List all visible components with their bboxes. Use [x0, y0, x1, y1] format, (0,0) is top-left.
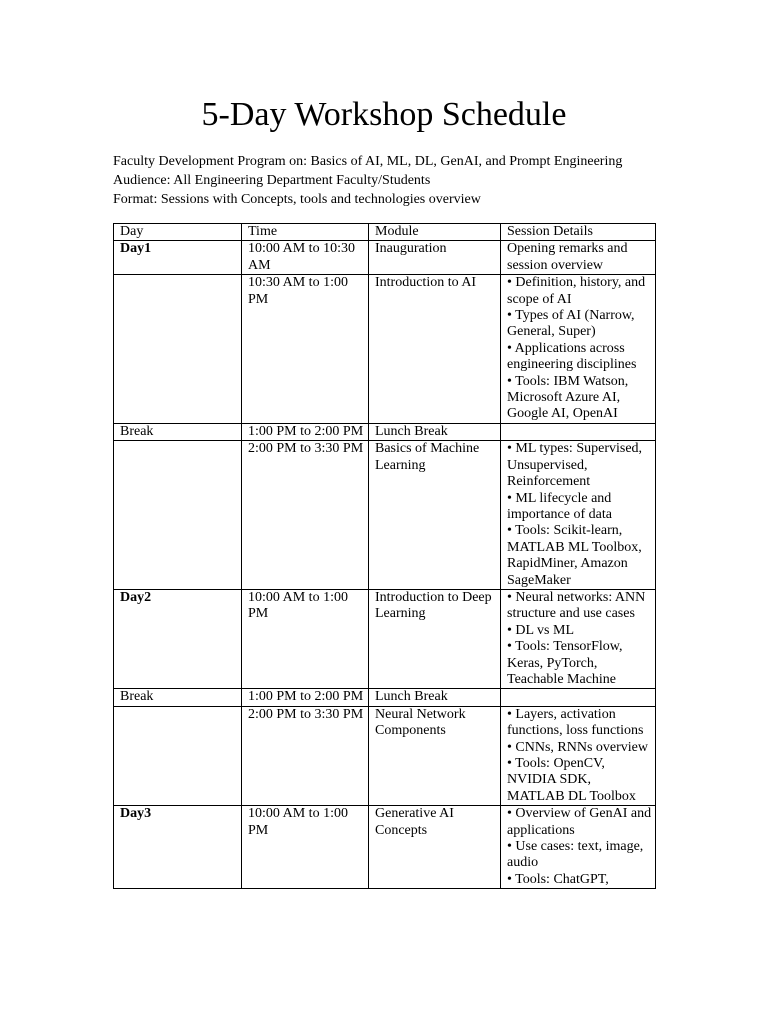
- cell-day: Break: [114, 423, 242, 440]
- session-detail-item: • DL vs ML: [507, 622, 574, 638]
- table-row: [114, 806, 656, 889]
- session-detail-item: • Neural networks: ANN structure and use cases: [507, 589, 646, 622]
- cell-time: 10:30 AM to 1:00 PM: [242, 275, 369, 424]
- cell-time: 10:00 AM to 10:30 AM: [242, 241, 369, 275]
- program-line: Faculty Development Program on: Basics of AI, ML, DL, GenAI, and Prompt Engineering: [113, 154, 623, 169]
- cell-time: 10:00 AM to 1:00 PM: [242, 806, 369, 889]
- session-detail-item: • Definition, history, and scope of AI: [507, 275, 646, 307]
- session-detail-item: • Tools: OpenCV, NVIDIA SDK, MATLAB DL Toolbox: [507, 756, 636, 804]
- table-row: [114, 689, 656, 706]
- cell-session-details: [501, 806, 656, 889]
- cell-session-details: [501, 241, 656, 275]
- format-line: Format: Sessions with Concepts, tools and technologies overview: [113, 192, 481, 207]
- cell-time: 1:00 PM to 2:00 PM: [242, 689, 369, 706]
- session-detail-item: • Tools: TensorFlow, Keras, PyTorch, Teachable Machine: [507, 639, 623, 687]
- header-module: Module: [369, 224, 501, 241]
- session-detail-item: • ML lifecycle and importance of data: [507, 490, 612, 522]
- program-meta: [113, 152, 673, 209]
- cell-time: 2:00 PM to 3:30 PM: [242, 706, 369, 805]
- session-detail-item: Opening remarks and session overview: [507, 241, 628, 273]
- cell-module: Lunch Break: [369, 423, 501, 440]
- cell-time: 2:00 PM to 3:30 PM: [242, 441, 369, 590]
- cell-session-details: [501, 275, 656, 424]
- session-detail-item: • CNNs, RNNs overview: [507, 739, 649, 755]
- session-detail-item: • ML types: Supervised, Unsupervised, Reinforcement: [507, 441, 643, 490]
- cell-session-details: [501, 706, 656, 805]
- cell-module: Inauguration: [369, 241, 501, 275]
- session-detail-item: • Tools: ChatGPT,: [507, 871, 609, 887]
- cell-module: Introduction to AI: [369, 275, 501, 424]
- table-row: [114, 589, 656, 688]
- session-detail-item: • Applications across engineering disciplines: [507, 340, 637, 373]
- cell-session-details: [501, 423, 656, 440]
- table-row: [114, 441, 656, 590]
- table-row: [114, 706, 656, 805]
- table-row: [114, 423, 656, 440]
- cell-day: Day2: [114, 589, 242, 688]
- cell-module: Introduction to Deep Learning: [369, 589, 501, 688]
- cell-session-details: [501, 689, 656, 706]
- cell-session-details: [501, 589, 656, 688]
- cell-day: [114, 706, 242, 805]
- cell-session-details: [501, 441, 656, 590]
- session-detail-item: • Types of AI (Narrow, General, Super): [507, 308, 635, 340]
- session-detail-item: • Layers, activation functions, loss functions: [507, 706, 644, 739]
- cell-day: [114, 441, 242, 590]
- header-session-details: Session Details: [501, 224, 656, 241]
- cell-module: Basics of Machine Learning: [369, 441, 501, 590]
- table-header-row: [114, 224, 656, 241]
- session-detail-item: • Use cases: text, image, audio: [507, 839, 644, 871]
- cell-module: Lunch Break: [369, 689, 501, 706]
- audience-line: Audience: All Engineering Department Faculty/Students: [113, 173, 431, 188]
- cell-day: [114, 275, 242, 424]
- cell-time: 10:00 AM to 1:00 PM: [242, 589, 369, 688]
- cell-time: 1:00 PM to 2:00 PM: [242, 423, 369, 440]
- cell-day: Day1: [114, 241, 242, 275]
- table-row: [114, 275, 656, 424]
- cell-day: Break: [114, 689, 242, 706]
- session-detail-item: • Tools: Scikit-learn, MATLAB ML Toolbox, RapidMiner, Amazon SageMaker: [507, 523, 642, 588]
- cell-module: Neural Network Components: [369, 706, 501, 805]
- schedule-table: [113, 223, 656, 889]
- header-day: Day: [114, 224, 242, 241]
- table-row: [114, 241, 656, 275]
- page-title: 5-Day Workshop Schedule: [201, 96, 567, 133]
- cell-module: Generative AI Concepts: [369, 806, 501, 889]
- session-detail-item: • Tools: IBM Watson, Microsoft Azure AI, Google AI, OpenAI: [507, 373, 629, 422]
- header-time: Time: [242, 224, 369, 241]
- session-detail-item: • Overview of GenAI and applications: [507, 806, 652, 838]
- cell-day: Day3: [114, 806, 242, 889]
